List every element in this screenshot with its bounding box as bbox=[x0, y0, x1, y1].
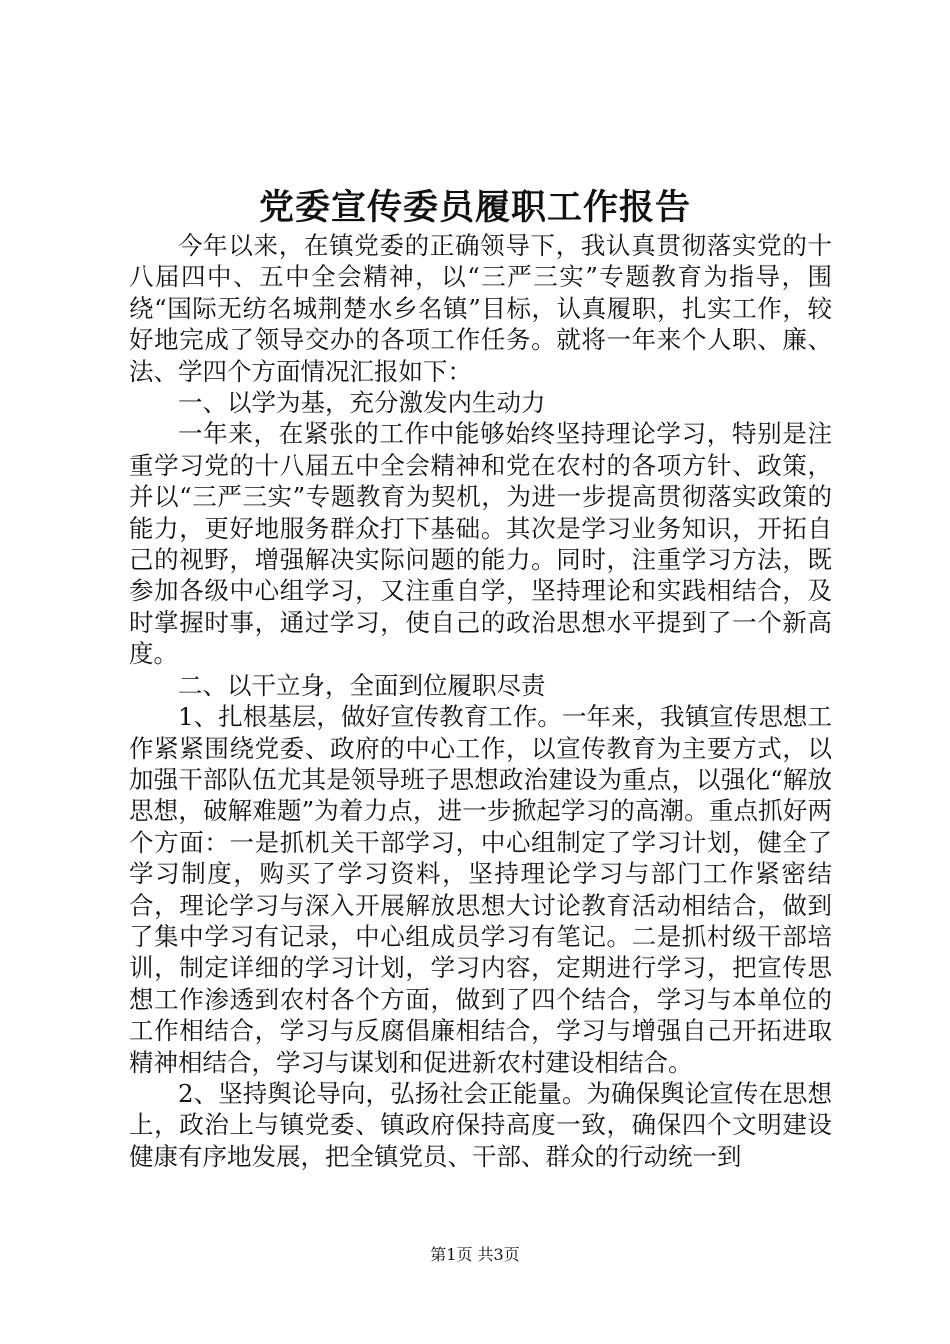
page-footer: 第1页 共3页 bbox=[430, 1245, 520, 1264]
paragraph-study: 一年来，在紧张的工作中能够始终坚持理论学习，特别是注重学习党的十八届五中全会精神和党在农村的各项方针、政策，并以“三严三实”专题教育为契机，为进一步提高贯彻落实政策的能力，更好地服务群众打下基础。其次是学习业务知识，开拓自己的视野，增强解决实际问题的能力。同时，注重学习方法，既参加各级中心组学习，又注重自学，坚持理论和实践相结合，及时掌握时事，通过学习，使自己的政治思想水平提到了一个新高度。 bbox=[129, 419, 832, 669]
section-heading-2: 二、以干立身，全面到位履职尽责 bbox=[178, 670, 546, 700]
section-heading-1: 一、以学为基，充分激发内生动力 bbox=[178, 388, 546, 418]
document-body bbox=[129, 230, 832, 1172]
paragraph-item-1: 1、扎根基层，做好宣传教育工作。一年来，我镇宣传思想工作紧紧围绕党委、政府的中心工作，以宣传教育为主要方式，以加强干部队伍尤其是领导班子思想政治建设为重点，以强化“解放思想，破解难题”为着力点，进一步掀起学习的高潮。重点抓好两个方面：一是抓机关干部学习，中心组制定了学习计划，健全了学习制度，购买了学习资料，坚持理论学习与部门工作紧密结合，理论学习与深入开展解放思想大讨论教育活动相结合，做到了集中学习有记录，中心组成员学习有笔记。二是抓村级干部培训，制定详细的学习计划，学习内容，定期进行学习，把宣传思想工作渗透到农村各个方面，做到了四个结合，学习与本单位的工作相结合，学习与反腐倡廉相结合，学习与增强自己开拓进取精神相结合，学习与谋划和促进新农村建设相结合。 bbox=[129, 702, 832, 1077]
document-title: 党委宣传委员履职工作报告 bbox=[258, 187, 691, 228]
paragraph-item-2: 2、坚持舆论导向，弘扬社会正能量。为确保舆论宣传在思想上，政治上与镇党委、镇政府保持高度一致，确保四个文明建设健康有序地发展，把全镇党员、干部、群众的行动统一到 bbox=[129, 1078, 832, 1171]
paragraph-intro: 今年以来，在镇党委的正确领导下，我认真贯彻落实党的十八届四中、五中全会精神，以“三严三实”专题教育为指导，围绕“国际无纺名城荆楚水乡名镇”目标，认真履职，扎实工作，较好地完成了领导交办的各项工作任务。就将一年来个人职、廉、法、学四个方面情况汇报如下： bbox=[129, 231, 832, 386]
